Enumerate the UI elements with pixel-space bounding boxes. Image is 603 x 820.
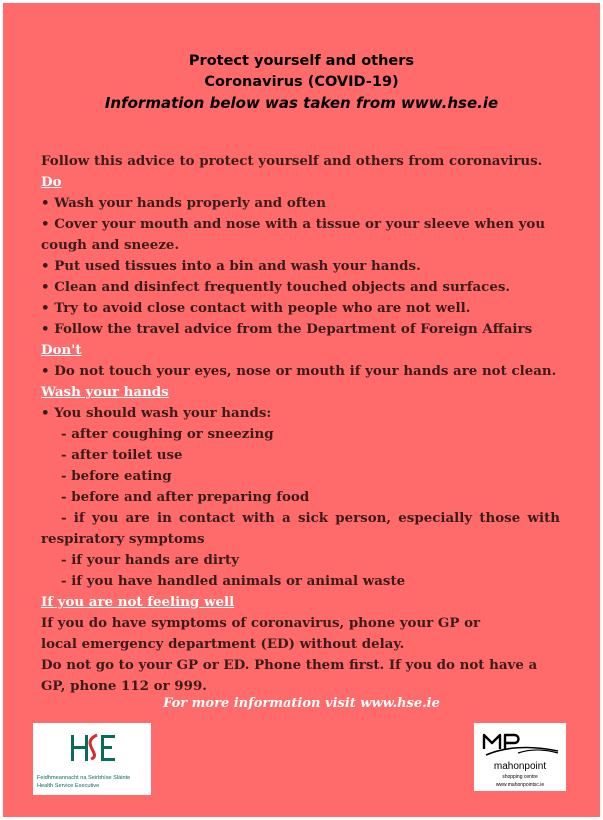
list-item: - if you have handled animals or animal waste [61, 573, 406, 589]
intro-text: Follow this advice to protect yourself and others from coronavirus. [41, 153, 543, 169]
unwell-text: Do not go to your GP or ED. Phone them first. If you do not have a GP, phone 112 or 999. [41, 657, 538, 694]
more-info-link[interactable]: For more information visit www.hse.ie [163, 696, 440, 711]
header-source: Information below was taken from www.hse.ie [104, 94, 499, 112]
list-item: • Follow the travel advice from the Department of Foreign Affairs [41, 321, 533, 337]
mahonpoint-name: mahonpoint [493, 761, 547, 772]
hse-logo [33, 723, 151, 795]
hse-logo-mark [33, 729, 151, 773]
list-item: • Cover your mouth and nose with a tissue or your sleeve when you cough and sneeze. [41, 216, 546, 253]
unwell-text: If you do have symptoms of coronavirus, phone your GP or local emergency department (ED) without delay. [41, 615, 481, 652]
list-item: - if your hands are dirty [61, 552, 239, 568]
list-item: - after toilet use [61, 447, 183, 463]
hse-logo-line1: Feidhmeannacht na Seirbhíse Sláinte [37, 775, 131, 781]
list-item: • Try to avoid close contact with people who are not well. [41, 300, 471, 316]
list-item: • Put used tissues into a bin and wash your hands. [41, 258, 421, 274]
wash-hands-heading: Wash your hands [41, 384, 169, 400]
list-item: - before and after preparing food [61, 489, 310, 505]
mahonpoint-logo [474, 723, 566, 791]
wash-intro: • You should wash your hands: [41, 405, 272, 421]
list-item: - before eating [61, 468, 172, 484]
mahonpoint-logo-mark [474, 727, 566, 763]
list-item: - if you are in contact with a sick person, especially those with respiratory symptoms [41, 510, 560, 547]
list-item: - after coughing or sneezing [61, 426, 274, 442]
hse-logo-line2: Health Service Executive [37, 783, 100, 789]
unwell-heading: If you are not feeling well [41, 594, 235, 610]
advice-body [41, 151, 560, 697]
list-item: • Wash your hands properly and often [41, 195, 326, 211]
poster-header [3, 51, 600, 114]
mahonpoint-subtitle: shopping centre [502, 774, 538, 780]
mahonpoint-url: www.mahonpointsc.ie [495, 782, 545, 788]
list-item: • Clean and disinfect frequently touched objects and surfaces. [41, 279, 511, 295]
poster [3, 3, 600, 817]
header-title: Protect yourself and others [188, 53, 415, 69]
list-item: • Do not touch your eyes, nose or mouth if your hands are not clean. [41, 363, 557, 379]
do-heading: Do [41, 174, 62, 190]
header-subtitle: Coronavirus (COVID-19) [204, 74, 399, 90]
dont-heading: Don't [41, 342, 82, 358]
